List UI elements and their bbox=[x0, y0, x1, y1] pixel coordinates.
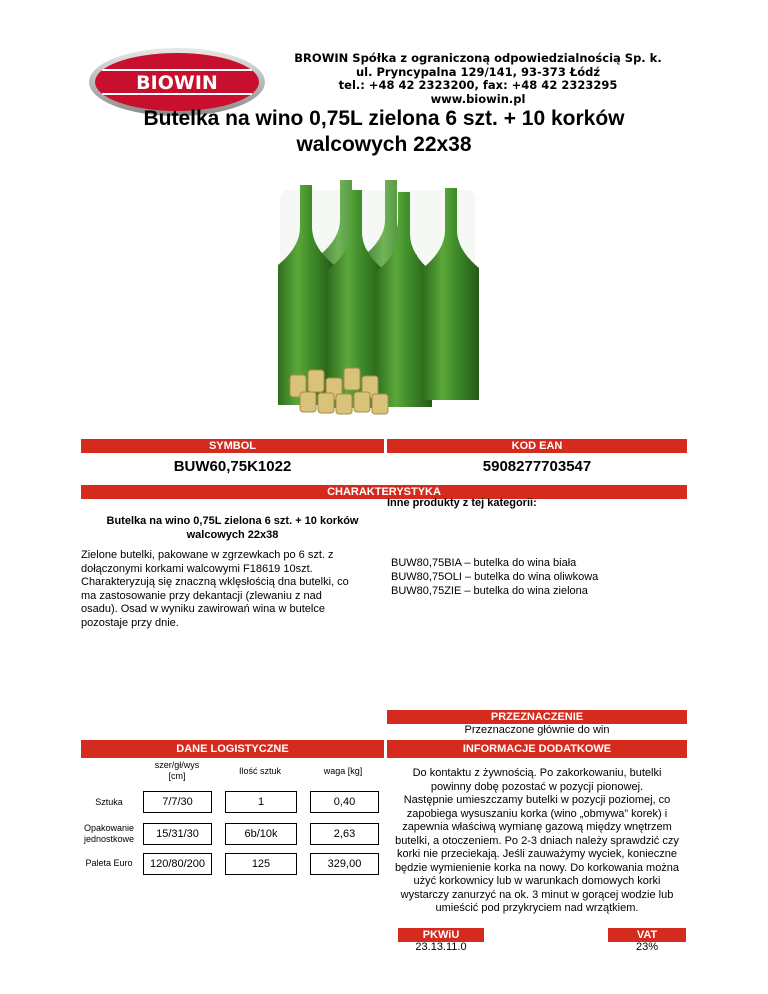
cell-dims: 7/7/30 bbox=[143, 791, 212, 813]
logo-text: BIOWIN bbox=[136, 72, 218, 94]
additional-line: wystarczy zanurzyć na ok. 3 minut w gorącej wodzie lub bbox=[400, 888, 674, 901]
company-info bbox=[268, 52, 688, 106]
product-title-line2: walcowych 22x38 bbox=[296, 133, 472, 156]
cell-qty: 6b/10k bbox=[225, 823, 297, 845]
pkwiu-value: 23.13.11.0 bbox=[415, 941, 467, 953]
col-dims-line2: [cm] bbox=[168, 771, 186, 781]
additional-line: będzie wymienienie korka na nowy. Do korkowania można bbox=[394, 861, 680, 874]
col-weight-header: waga [kg] bbox=[323, 766, 363, 776]
ean-value: 5908277703547 bbox=[482, 458, 592, 475]
additional-line: Do kontaktu z żywnością. Po zakorkowaniu, butelki bbox=[412, 767, 662, 779]
row-name-opakowanie bbox=[78, 823, 140, 845]
additional-line: korki nie przeciekają. Jeśli zauważymy wyciek, konieczne bbox=[397, 848, 677, 860]
characteristics-name-line2: walcowych 22x38 bbox=[186, 528, 279, 541]
purpose-value: Przeznaczone głównie do win bbox=[464, 724, 610, 736]
company-phone: tel.: +48 42 2323200, fax: +48 42 2323295 bbox=[338, 78, 618, 92]
additional-line: zapobiega wysuszaniu korka (wino „obmywa” korek) i bbox=[406, 807, 668, 820]
pkwiu-header: PKWiU bbox=[398, 928, 484, 942]
additional-line: zapewnia właściwą wymianę gazową między wnętrzem bbox=[402, 821, 672, 833]
row-name-line2: jednostkowe bbox=[83, 834, 135, 844]
symbol-header: SYMBOL bbox=[81, 439, 384, 453]
characteristics-product-name bbox=[81, 515, 384, 542]
cell-qty: 1 bbox=[225, 791, 297, 813]
characteristics-name-line1: Butelka na wino 0,75L zielona 6 szt. + 10 korków bbox=[106, 515, 359, 527]
row-name-line1: Opakowanie bbox=[83, 823, 135, 833]
description-line: pozostaje przy dnie. bbox=[81, 616, 179, 629]
additional-line: powinny dobę pozostać w pozycji pionowej. bbox=[430, 780, 644, 793]
company-website: www.biowin.pl bbox=[430, 91, 526, 106]
additional-line: użyć korkownicy lub w warunkach domowych korki bbox=[413, 875, 661, 887]
description-line: Charakteryzują się znaczną wklęsłością dna butelki, co bbox=[81, 576, 349, 588]
cell-weight: 329,00 bbox=[310, 853, 379, 875]
symbol-value: BUW60,75K1022 bbox=[173, 458, 292, 475]
company-address: ul. Pryncypalna 129/141, 93-373 Łódź bbox=[355, 64, 601, 79]
description-line: osadu). Osad w wyniku zawirowań wina w butelce bbox=[81, 603, 325, 615]
cell-dims: 15/31/30 bbox=[143, 823, 212, 845]
col-qty-header: Ilość sztuk bbox=[238, 766, 281, 776]
ean-header: KOD EAN bbox=[387, 439, 687, 453]
col-dims-line1: szer/gł/wys bbox=[154, 760, 200, 770]
characteristics-description bbox=[81, 549, 384, 630]
list-item: BUW80,75OLI – butelka do wina oliwkowa bbox=[391, 571, 599, 583]
vat-header: VAT bbox=[608, 928, 686, 942]
vat-value: 23% bbox=[635, 941, 659, 953]
list-item: BUW80,75BIA – butelka do wina biała bbox=[391, 557, 577, 569]
company-name: BROWIN Spółka z ograniczoną odpowiedzialnością Sp. k. bbox=[294, 51, 662, 65]
additional-info-text bbox=[387, 767, 687, 916]
other-products-label: Inne produkty z tej kategorii: bbox=[387, 497, 537, 509]
cell-qty: 125 bbox=[225, 853, 297, 875]
additional-line: umieścić pod przykryciem nad wrzątkiem. bbox=[435, 902, 639, 914]
list-item: BUW80,75ZIE – butelka do wina zielona bbox=[391, 585, 588, 597]
additional-line: butelki, a otoczeniem. Po 2-3 dniach należy sprawdzić czy bbox=[395, 834, 679, 847]
description-line: Zielone butelki, pakowane w zgrzewkach po 6 szt. z bbox=[81, 549, 334, 561]
product-title-line1: Butelka na wino 0,75L zielona 6 szt. + 10 korków bbox=[143, 107, 625, 130]
col-dims-header bbox=[142, 760, 212, 782]
logistics-header: DANE LOGISTYCZNE bbox=[81, 740, 384, 758]
cell-weight: 2,63 bbox=[310, 823, 379, 845]
row-name-sztuka: Sztuka bbox=[95, 797, 123, 807]
additional-info-header: INFORMACJE DODATKOWE bbox=[387, 740, 687, 758]
cell-dims: 120/80/200 bbox=[143, 853, 212, 875]
description-line: dołączonymi korkami walcowymi F18619 10szt. bbox=[81, 562, 313, 575]
product-photo bbox=[270, 170, 500, 415]
other-products-list bbox=[391, 556, 691, 598]
row-name-paleta: Paleta Euro bbox=[85, 858, 133, 868]
additional-line: Następnie umieszczamy butelki w pozycji poziomej, co bbox=[403, 794, 671, 806]
purpose-header: PRZEZNACZENIE bbox=[387, 710, 687, 724]
description-line: ma zastosowanie przy dekantacji (zlewaniu z nad bbox=[81, 589, 322, 602]
characteristics-header: CHARAKTERYSTYKA bbox=[81, 485, 687, 499]
cell-weight: 0,40 bbox=[310, 791, 379, 813]
product-title bbox=[60, 106, 708, 158]
